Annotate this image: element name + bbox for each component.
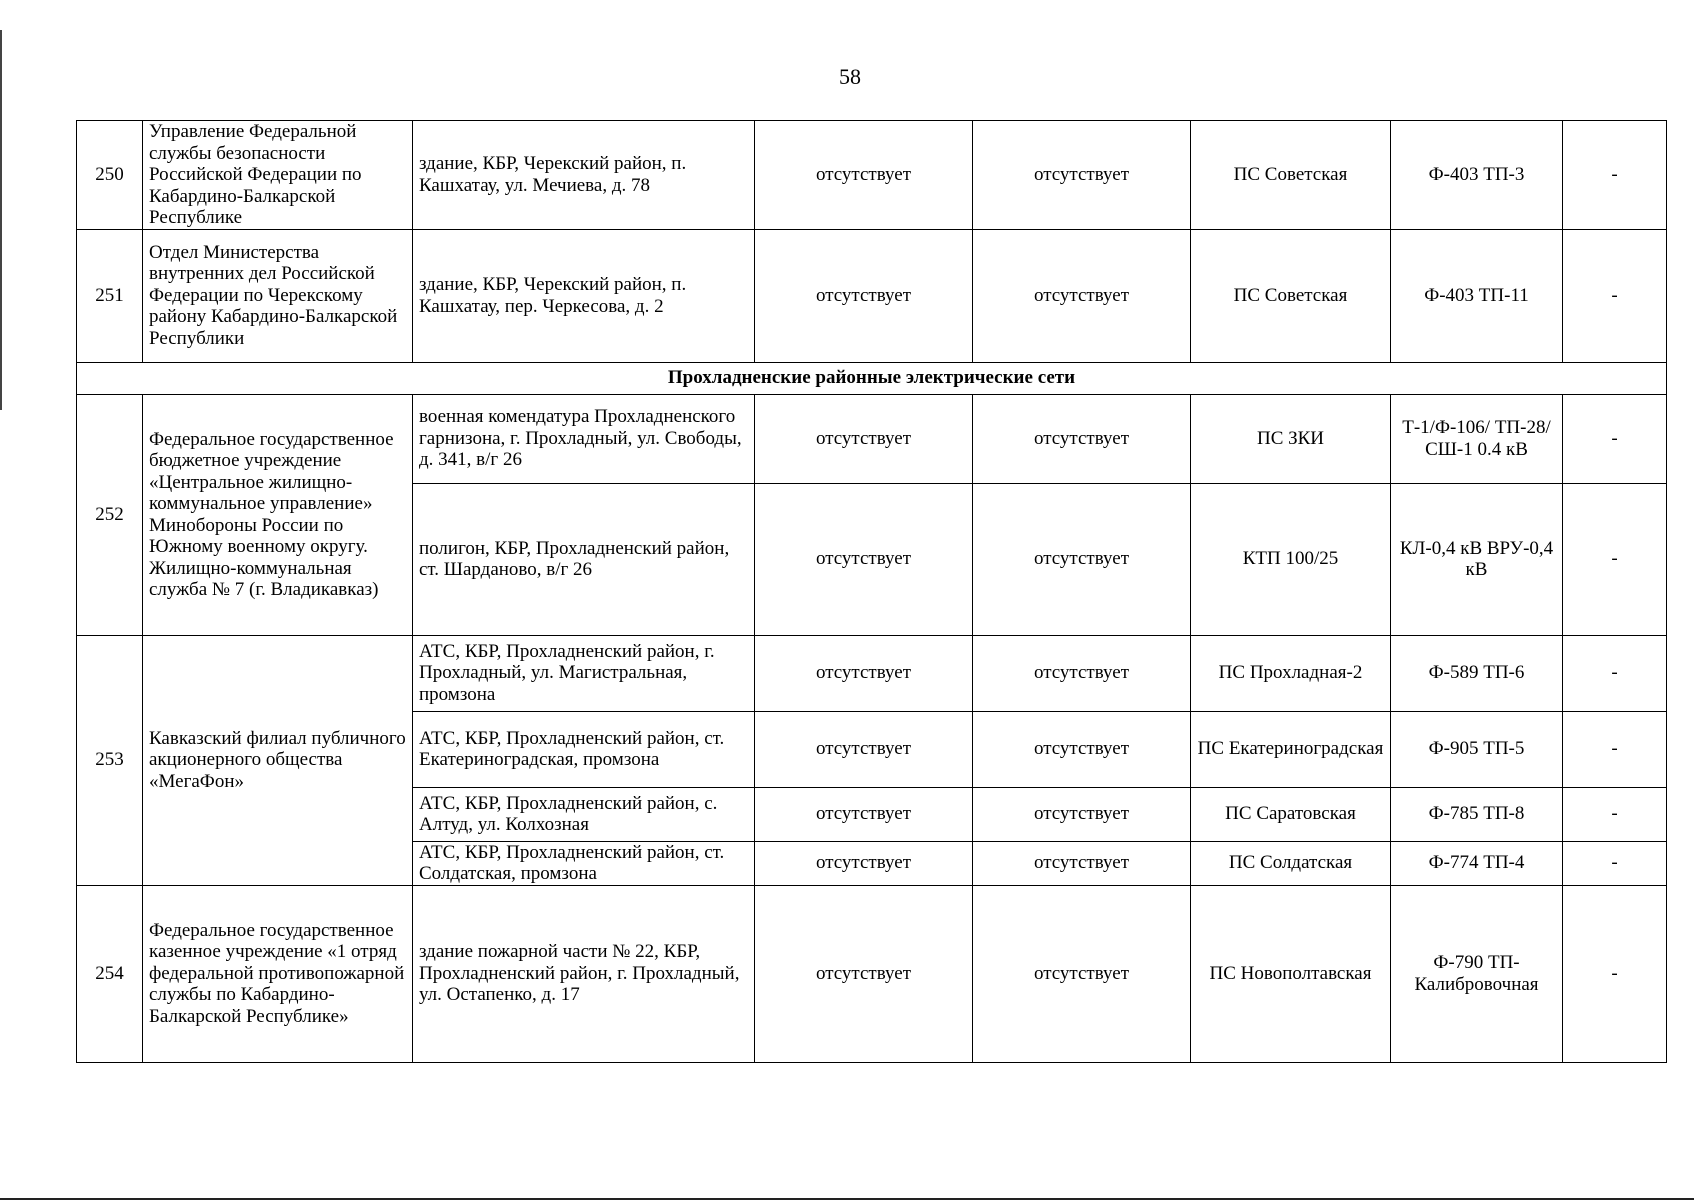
substation-cell: ПС Советская (1191, 121, 1391, 230)
feeder-cell: Ф-905 ТП-5 (1391, 711, 1563, 787)
object-address: АТС, КБР, Прохладненский район, ст. Солдатская, промзона (413, 841, 755, 885)
feeder-cell: Ф-785 ТП-8 (1391, 787, 1563, 841)
dash-cell: - (1563, 229, 1667, 362)
object-address: АТС, КБР, Прохладненский район, г. Прохладный, ул. Магистральная, промзона (413, 635, 755, 711)
substation-cell: ПС Саратовская (1191, 787, 1391, 841)
status-cell: отсутствует (755, 229, 973, 362)
page-number: 58 (839, 64, 861, 89)
dash-cell: - (1563, 841, 1667, 885)
status-cell: отсутствует (755, 787, 973, 841)
status-cell: отсутствует (973, 121, 1191, 230)
status-cell: отсутствует (973, 841, 1191, 885)
status-cell: отсутствует (755, 841, 973, 885)
substation-cell: ПС Советская (1191, 229, 1391, 362)
table-row-254 (77, 885, 1667, 1062)
section-header-row (77, 362, 1667, 394)
section-title: Прохладненские районные электрические сети (77, 362, 1667, 394)
feeder-cell: Т-1/Ф-106/ ТП-28/ СШ-1 0.4 кВ (1391, 394, 1563, 483)
status-cell: отсутствует (973, 394, 1191, 483)
organization-name: Федеральное государственное бюджетное учреждение «Центральное жилищно-коммунальное управление» Минобороны России по Южному военному округу. Жилищно-коммунальная служба № 7 (г. Владикавказ) (143, 394, 413, 635)
row-number: 254 (77, 885, 143, 1062)
row-number: 250 (77, 121, 143, 230)
status-cell: отсутствует (973, 635, 1191, 711)
object-address: военная комендатура Прохладненского гарнизона, г. Прохладный, ул. Свободы, д. 341, в/г 26 (413, 394, 755, 483)
row-number: 253 (77, 635, 143, 885)
table-row-250 (77, 121, 1667, 230)
substation-cell: ПС Солдатская (1191, 841, 1391, 885)
organization-name: Отдел Министерства внутренних дел Российской Федерации по Черекскому району Кабардино-Балкарской Республики (143, 229, 413, 362)
status-cell: отсутствует (973, 885, 1191, 1062)
object-address: здание, КБР, Черекский район, п. Кашхатау, ул. Мечиева, д. 78 (413, 121, 755, 230)
table-row-253a (77, 635, 1667, 711)
dash-cell: - (1563, 483, 1667, 635)
status-cell: отсутствует (755, 711, 973, 787)
status-cell: отсутствует (973, 229, 1191, 362)
dash-cell: - (1563, 635, 1667, 711)
feeder-cell: Ф-774 ТП-4 (1391, 841, 1563, 885)
table-row-251 (77, 229, 1667, 362)
organization-name: Федеральное государственное казенное учреждение «1 отряд федеральной противопожарной службы по Кабардино-Балкарской Республике» (143, 885, 413, 1062)
status-cell: отсутствует (973, 787, 1191, 841)
substation-cell: ПС ЗКИ (1191, 394, 1391, 483)
object-address: здание, КБР, Черекский район, п. Кашхатау, пер. Черкесова, д. 2 (413, 229, 755, 362)
row-number: 251 (77, 229, 143, 362)
substation-cell: ПС Прохладная-2 (1191, 635, 1391, 711)
status-cell: отсутствует (973, 483, 1191, 635)
feeder-cell: КЛ-0,4 кВ ВРУ-0,4 кВ (1391, 483, 1563, 635)
status-cell: отсутствует (755, 483, 973, 635)
object-address: здание пожарной части № 22, КБР, Прохладненский район, г. Прохладный, ул. Остапенко, д. 17 (413, 885, 755, 1062)
status-cell: отсутствует (973, 711, 1191, 787)
status-cell: отсутствует (755, 885, 973, 1062)
object-address: полигон, КБР, Прохладненский район, ст. Шарданово, в/г 26 (413, 483, 755, 635)
substation-cell: КТП 100/25 (1191, 483, 1391, 635)
dash-cell: - (1563, 121, 1667, 230)
dash-cell: - (1563, 885, 1667, 1062)
feeder-cell: Ф-403 ТП-11 (1391, 229, 1563, 362)
object-address: АТС, КБР, Прохладненский район, ст. Екатериноградская, промзона (413, 711, 755, 787)
dash-cell: - (1563, 394, 1667, 483)
row-number: 252 (77, 394, 143, 635)
dash-cell: - (1563, 711, 1667, 787)
status-cell: отсутствует (755, 635, 973, 711)
table-row-252a (77, 394, 1667, 483)
substation-cell: ПС Новополтавская (1191, 885, 1391, 1062)
status-cell: отсутствует (755, 394, 973, 483)
feeder-cell: Ф-790 ТП- Калибровочная (1391, 885, 1563, 1062)
feeder-cell: Ф-403 ТП-3 (1391, 121, 1563, 230)
status-cell: отсутствует (755, 121, 973, 230)
object-address: АТС, КБР, Прохладненский район, с. Алтуд, ул. Колхозная (413, 787, 755, 841)
registry-table (76, 120, 1667, 1063)
organization-name: Управление Федеральной службы безопасности Российской Федерации по Кабардино-Балкарской Республике (143, 121, 413, 230)
organization-name: Кавказский филиал публичного акционерного общества «МегаФон» (143, 635, 413, 885)
dash-cell: - (1563, 787, 1667, 841)
feeder-cell: Ф-589 ТП-6 (1391, 635, 1563, 711)
substation-cell: ПС Екатериноградская (1191, 711, 1391, 787)
